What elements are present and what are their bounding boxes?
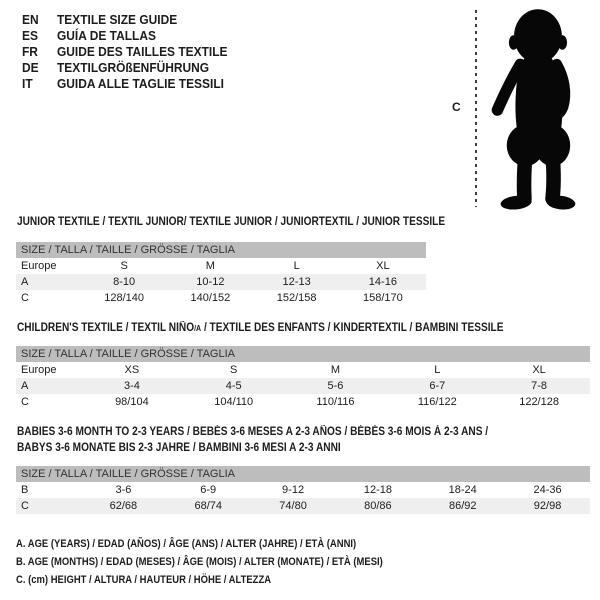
row-label-cell: C xyxy=(21,292,29,304)
table-row xyxy=(16,362,590,378)
note-height-cm: C. (cm) HEIGHT / ALTURA / HAUTEUR / HÖHE / ALTEZZA xyxy=(16,574,272,586)
height-measure-label: C xyxy=(452,100,461,114)
value-cell: 8-10 xyxy=(113,276,136,288)
value-cell: 6-7 xyxy=(429,380,446,392)
language-code: EN xyxy=(22,12,39,27)
value-cell: M xyxy=(205,260,215,272)
value-cell: 152/158 xyxy=(276,292,317,304)
language-line-it xyxy=(22,76,228,92)
row-label-cell: C xyxy=(21,396,29,408)
size-header-bar: SIZE / TALLA / TAILLE / GRÖSSE / TAGLIA xyxy=(16,466,590,482)
value-cell: 74/80 xyxy=(279,500,307,512)
junior-size-table xyxy=(16,242,426,306)
value-cell: 4-5 xyxy=(225,380,242,392)
title-text: CHILDREN'S TEXTILE / TEXTIL NIÑO xyxy=(17,322,195,334)
row-label-cell: Europe xyxy=(21,260,57,272)
row-label-cell: B xyxy=(21,484,29,496)
language-title: TEXTILGRÖßENFÜHRUNG xyxy=(56,60,210,75)
language-code: ES xyxy=(22,28,38,43)
value-cell: 10-12 xyxy=(196,276,225,288)
language-title: GUIDE DES TAILLES TEXTILE xyxy=(56,44,228,59)
language-line-de xyxy=(22,60,228,76)
value-cell: 62/68 xyxy=(109,500,138,512)
value-cell: 18-24 xyxy=(448,484,477,496)
title-text: / TEXTILE DES ENFANTS / KINDERTEXTIL / BAMBINI TESSILE xyxy=(201,322,504,334)
language-line-fr xyxy=(22,44,228,60)
baby-silhouette-image xyxy=(486,4,592,212)
note-age-years: A. AGE (YEARS) / EDAD (AÑOS) / ÂGE (ANS) / ALTER (JAHRE) / ETÀ (ANNI) xyxy=(16,538,357,550)
babies-section-title-line2 xyxy=(17,440,341,456)
value-cell: XL xyxy=(376,260,390,272)
legend-notes xyxy=(16,535,443,589)
value-cell: 140/152 xyxy=(190,292,231,304)
value-cell: 7-8 xyxy=(531,380,548,392)
value-cell: S xyxy=(230,364,238,376)
value-cell: 14-16 xyxy=(368,276,397,288)
value-cell: 5-6 xyxy=(327,380,344,392)
children-size-table xyxy=(16,346,590,410)
table-body xyxy=(16,362,590,410)
table-body xyxy=(16,482,590,514)
value-cell: 3-6 xyxy=(115,484,132,496)
value-cell: 12-18 xyxy=(363,484,392,496)
row-label-cell: A xyxy=(21,380,29,392)
language-title: TEXTILE SIZE GUIDE xyxy=(56,12,178,27)
language-title-list xyxy=(22,12,245,92)
value-cell: 80/86 xyxy=(364,500,392,512)
table-row xyxy=(16,258,426,274)
size-header-bar: SIZE / TALLA / TAILLE / GRÖSSE / TAGLIA xyxy=(16,242,426,258)
language-code: IT xyxy=(22,76,33,91)
value-cell: 110/116 xyxy=(316,396,355,408)
value-cell: 3-4 xyxy=(123,380,140,392)
value-cell: S xyxy=(120,260,128,272)
babies-size-table xyxy=(16,466,590,514)
value-cell: 9-12 xyxy=(282,484,305,496)
value-cell: 68/74 xyxy=(194,500,222,512)
language-title: GUÍA DE TALLAS xyxy=(56,28,156,43)
row-label-cell: A xyxy=(21,276,29,288)
table-row xyxy=(16,378,590,394)
title-text: BABYS 3-6 MONATE BIS 2-3 JAHRE / BAMBINI 3-6 MESI A 2-3 ANNI xyxy=(17,442,341,454)
language-line-es xyxy=(22,28,228,44)
value-cell: 12-13 xyxy=(282,276,311,288)
value-cell: 98/104 xyxy=(115,396,149,408)
language-line-en xyxy=(22,12,228,28)
value-cell: 104/110 xyxy=(214,396,254,408)
value-cell: 128/140 xyxy=(104,292,144,304)
language-code: FR xyxy=(22,44,38,59)
table-body xyxy=(16,258,426,306)
title-text: BABIES 3-6 MONTH TO 2-3 YEARS / BEBÉS 3-6 MESES A 2-3 AÑOS / BÉBÉS 3-6 MOIS À 2-3 ANS / xyxy=(17,426,489,438)
value-cell: 86/92 xyxy=(448,500,477,512)
title-text: JUNIOR TEXTILE / TEXTIL JUNIOR/ TEXTILE JUNIOR / JUNIORTEXTIL / JUNIOR TESSILE xyxy=(17,216,446,228)
babies-section-title xyxy=(17,424,488,441)
value-cell: XL xyxy=(532,364,546,376)
children-section-title xyxy=(17,320,503,337)
table-row xyxy=(16,394,590,410)
title-subscript: /A xyxy=(194,324,202,333)
language-code: DE xyxy=(22,60,39,75)
junior-section-title xyxy=(17,214,445,231)
table-row xyxy=(16,482,590,498)
height-measure-dashed-line xyxy=(475,10,477,207)
value-cell: M xyxy=(330,364,341,376)
value-cell: 116/122 xyxy=(417,396,457,408)
value-cell: 92/98 xyxy=(533,500,562,512)
value-cell: 6-9 xyxy=(200,484,217,496)
value-cell: XS xyxy=(124,364,140,376)
table-row xyxy=(16,498,590,514)
row-label-cell: Europe xyxy=(21,364,57,376)
table-row xyxy=(16,290,426,306)
value-cell: 24-36 xyxy=(533,484,562,496)
height-figure xyxy=(440,0,600,215)
value-cell: L xyxy=(293,260,300,272)
row-label-cell: C xyxy=(21,500,29,512)
value-cell: 158/170 xyxy=(362,292,403,304)
size-header-bar: SIZE / TALLA / TAILLE / GRÖSSE / TAGLIA xyxy=(16,346,590,362)
value-cell: 122/128 xyxy=(519,396,559,408)
note-age-months: B. AGE (MONTHS) / EDAD (MESES) / ÂGE (MOIS) / ALTER (MONATE) / ETÀ (MESI) xyxy=(16,556,383,568)
value-cell: L xyxy=(434,364,441,376)
table-row xyxy=(16,274,426,290)
language-title: GUIDA ALLE TAGLIE TESSILI xyxy=(56,76,224,91)
